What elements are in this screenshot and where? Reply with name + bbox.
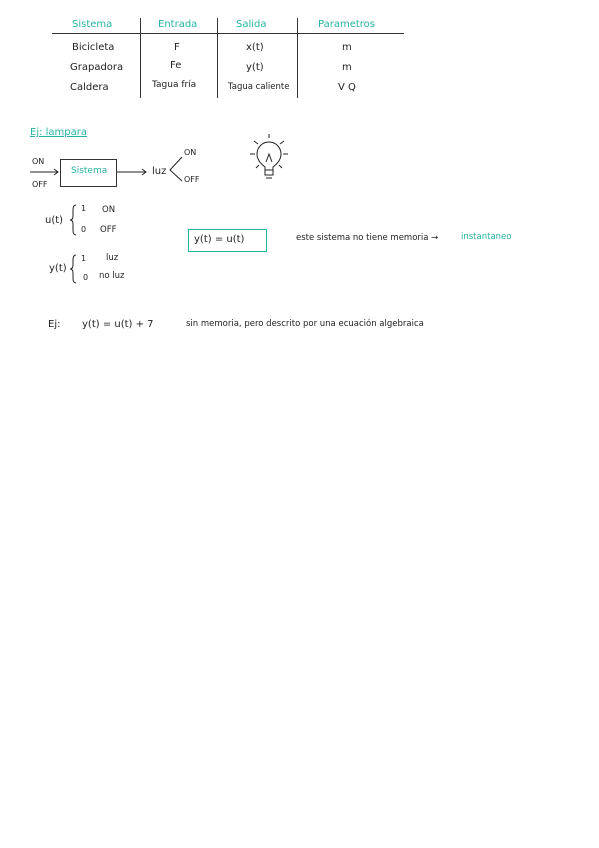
y-def-no-luz: no luz — [99, 271, 125, 281]
instantaneous-label: instantaneo — [461, 232, 512, 242]
table-header-entrada: Entrada — [158, 19, 198, 30]
u-def-zero: 0 — [81, 225, 87, 234]
table-cell: Caldera — [70, 82, 109, 93]
y-def-one: 1 — [81, 254, 87, 263]
y-def-luz: luz — [106, 253, 119, 263]
u-def-on: ON — [102, 205, 116, 215]
example2-equation: y(t) = u(t) + 7 — [82, 319, 154, 330]
table-cell: Tagua caliente — [228, 82, 290, 92]
example2-text: sin memoria, pero descrito por una ecuación algebraica — [186, 319, 424, 329]
table-cell: y(t) — [246, 62, 264, 73]
input-off-label: OFF — [32, 180, 48, 189]
y-def-name: y(t) — [49, 263, 67, 274]
u-def-one: 1 — [81, 204, 87, 213]
table-cell: Grapadora — [70, 62, 124, 73]
u-def-off: OFF — [100, 225, 117, 235]
table-cell: V Q — [338, 82, 356, 93]
table-header-sistema: Sistema — [72, 19, 113, 30]
table-cell: Bicicleta — [72, 42, 115, 53]
u-def-name: u(t) — [45, 215, 64, 226]
table-cell: m — [342, 62, 352, 73]
y-def-zero: 0 — [83, 273, 89, 282]
table-header-salida: Salida — [236, 19, 267, 30]
table-cell: Fe — [170, 60, 182, 71]
table-header-parametros: Parametros — [318, 19, 375, 30]
key-equation: y(t) = u(t) — [194, 234, 245, 245]
output-on-label: ON — [184, 148, 197, 157]
table-cell: x(t) — [246, 42, 264, 53]
input-on-label: ON — [32, 157, 45, 166]
table-cell: Tagua fría — [152, 80, 197, 90]
table-cell: F — [174, 42, 180, 53]
memory-note: este sistema no tiene memoria → — [296, 233, 439, 243]
example2-label: Ej: — [48, 319, 61, 330]
table-cell: m — [342, 42, 352, 53]
output-luz-label: luz — [152, 166, 167, 177]
example-title: Ej: lampara — [30, 127, 88, 138]
system-box-label: Sistema — [71, 166, 108, 176]
output-off-label: OFF — [184, 175, 200, 184]
